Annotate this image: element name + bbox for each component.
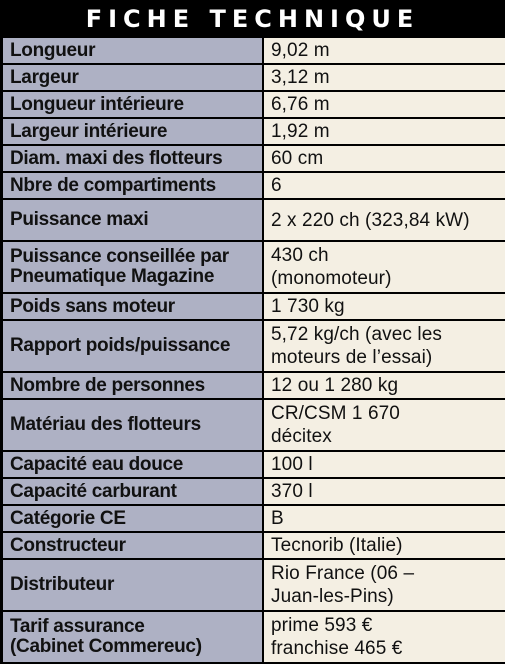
spec-label: Diam. maxi des flotteurs	[3, 146, 262, 171]
spec-label: Largeur	[3, 65, 262, 90]
sheet-title: FICHE TECHNIQUE	[0, 0, 505, 36]
spec-row-puissance-maxi	[3, 200, 505, 240]
spec-label: Longueur	[3, 38, 262, 63]
spec-label: Capacité carburant	[3, 479, 262, 504]
spec-row-constructeur	[3, 533, 505, 558]
spec-value: 430 ch (monomoteur)	[264, 242, 505, 292]
spec-row-distributeur	[3, 560, 505, 610]
spec-label: Matériau des flotteurs	[3, 400, 262, 450]
spec-label: Longueur intérieure	[3, 92, 262, 117]
spec-value: 12 ou 1 280 kg	[264, 373, 505, 398]
spec-label: Puissance maxi	[3, 200, 262, 240]
spec-label: Constructeur	[3, 533, 262, 558]
spec-label: Rapport poids/puissance	[3, 321, 262, 371]
spec-row-rapport-poids-puissance	[3, 321, 505, 371]
spec-label: Capacité eau douce	[3, 452, 262, 477]
spec-label: Poids sans moteur	[3, 294, 262, 319]
spec-row-largeur	[3, 65, 505, 90]
spec-row-longueur	[3, 38, 505, 63]
spec-row-categorie	[3, 506, 505, 531]
spec-row-diametre-flotteurs	[3, 146, 505, 171]
spec-table	[3, 38, 505, 664]
spec-label: Largeur intérieure	[3, 119, 262, 144]
spec-row-carburant	[3, 479, 505, 504]
spec-value: B	[264, 506, 505, 531]
spec-row-tarif-assurance	[3, 612, 505, 662]
spec-value: 2 x 220 ch (323,84 kW)	[264, 200, 505, 240]
spec-label: Tarif assurance (Cabinet Commereuc)	[3, 612, 262, 662]
spec-row-longueur-interieure	[3, 92, 505, 117]
spec-row-eau-douce	[3, 452, 505, 477]
spec-row-compartiments	[3, 173, 505, 198]
spec-row-largeur-interieure	[3, 119, 505, 144]
spec-value: 6,76 m	[264, 92, 505, 117]
spec-value: Rio France (06 – Juan-les-Pins)	[264, 560, 505, 610]
spec-value: 100 l	[264, 452, 505, 477]
spec-value: 370 l	[264, 479, 505, 504]
spec-row-puissance-conseillee	[3, 242, 505, 292]
spec-label: Nbre de compartiments	[3, 173, 262, 198]
spec-value: CR/CSM 1 670 décitex	[264, 400, 505, 450]
spec-label: Puissance conseillée par Pneumatique Magazine	[3, 242, 262, 292]
spec-value: 1 730 kg	[264, 294, 505, 319]
spec-value: prime 593 € franchise 465 €	[264, 612, 505, 662]
spec-label: Nombre de personnes	[3, 373, 262, 398]
spec-row-materiau	[3, 400, 505, 450]
spec-value: 5,72 kg/ch (avec les moteurs de l’essai)	[264, 321, 505, 371]
spec-label: Distributeur	[3, 560, 262, 610]
spec-value: 9,02 m	[264, 38, 505, 63]
spec-value: Tecnorib (Italie)	[264, 533, 505, 558]
spec-row-poids	[3, 294, 505, 319]
spec-row-personnes	[3, 373, 505, 398]
spec-label: Catégorie CE	[3, 506, 262, 531]
spec-value: 6	[264, 173, 505, 198]
spec-value: 3,12 m	[264, 65, 505, 90]
spec-value: 1,92 m	[264, 119, 505, 144]
spec-value: 60 cm	[264, 146, 505, 171]
